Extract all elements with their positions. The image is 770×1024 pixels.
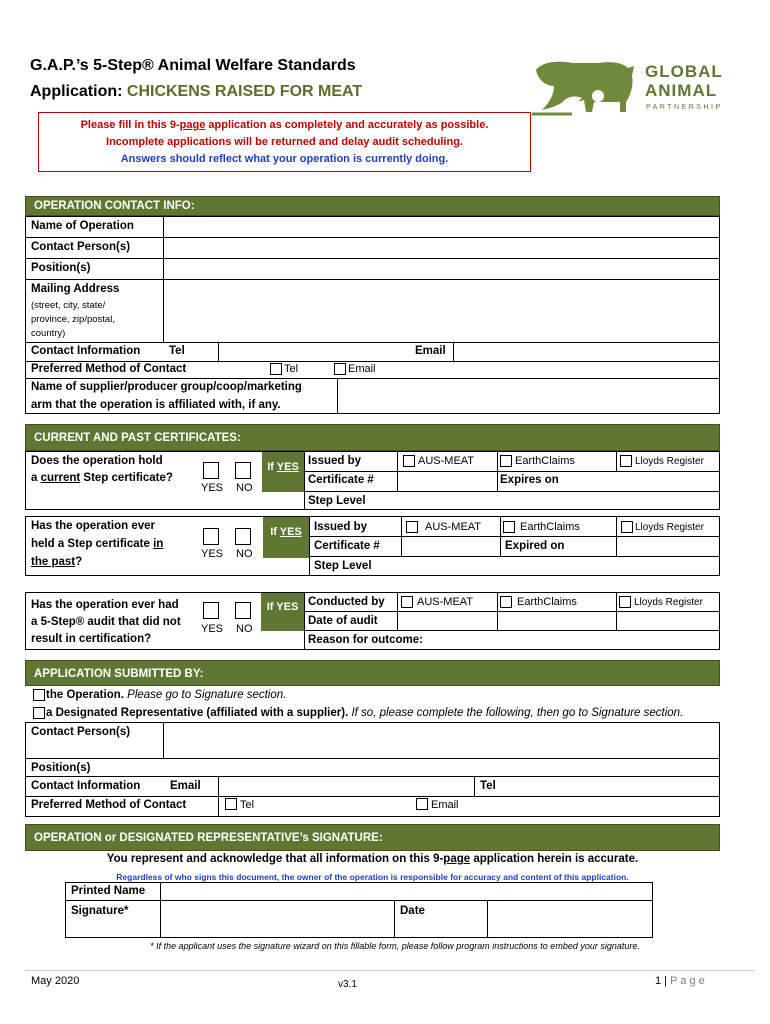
label-rep-email: Email — [170, 780, 201, 792]
label-supplier-line-1: Name of supplier/producer group/coop/marketing — [31, 381, 302, 393]
q1-step-level: Step Level — [308, 495, 366, 507]
q3-conducted-by: Conducted by — [308, 596, 385, 608]
q1-line-2: a current Step certificate? — [31, 472, 173, 484]
q3-line-1: Has the operation ever had — [31, 599, 179, 611]
q3-earthclaims-checkbox[interactable] — [500, 596, 512, 608]
q3-no-checkbox[interactable] — [235, 602, 251, 619]
footer-page: 1 | P a g e — [655, 975, 705, 987]
signature-input[interactable] — [161, 901, 394, 937]
preferred-tel-label: Tel — [284, 363, 299, 375]
q2-lloyds-checkbox[interactable] — [621, 521, 633, 533]
mailing-address-input[interactable] — [164, 280, 719, 342]
application-type: CHICKENS RAISED FOR MEAT — [126, 83, 363, 100]
contact-email-input[interactable] — [454, 343, 719, 361]
label-name-of-operation: Name of Operation — [31, 220, 134, 232]
contact-tel-input[interactable] — [219, 343, 414, 361]
q3-line-2: a 5-Step® audit that did not — [31, 616, 181, 628]
q1-yes-label: YES — [201, 482, 224, 494]
positions-input[interactable] — [164, 259, 719, 279]
q1-if-yes-tag: If YES — [262, 452, 304, 492]
footer-version: v3.1 — [338, 979, 357, 990]
label-rep-contact-persons: Contact Person(s) — [31, 726, 131, 738]
q3-yes-label: YES — [201, 623, 224, 635]
label-signature-date: Date — [400, 905, 425, 917]
label-email: Email — [415, 345, 446, 357]
application-title — [30, 83, 362, 101]
document-title: G.A.P.’s 5-Step® Animal Welfare Standards — [30, 57, 356, 74]
application-prefix: Application: — [30, 83, 127, 100]
preferred-email-checkbox[interactable] — [334, 363, 346, 375]
submitted-by-operation-checkbox[interactable] — [33, 689, 45, 701]
q1-expires-on: Expires on — [500, 474, 559, 486]
rep-contact-persons-input[interactable] — [164, 723, 719, 758]
q1-aus-meat-checkbox[interactable] — [403, 455, 415, 467]
rep-preferred-tel-label: Tel — [240, 799, 255, 811]
q2-line-3: the past? — [31, 556, 83, 568]
q3-aus-meat-checkbox[interactable] — [401, 596, 413, 608]
rep-preferred-email-label: Email — [431, 799, 459, 811]
q1-yes-checkbox[interactable] — [203, 462, 219, 479]
label-positions: Position(s) — [31, 262, 91, 274]
label-rep-tel: Tel — [480, 780, 496, 792]
label-supplier-line-2: arm that the operation is affiliated with, if any. — [31, 399, 281, 411]
q2-line-1: Has the operation ever — [31, 520, 155, 532]
logo-word-animal: ANIMAL — [645, 81, 718, 100]
label-rep-preferred-method: Preferred Method of Contact — [31, 799, 187, 811]
q1-lloyds-label: Lloyds Register — [635, 456, 704, 467]
q3-if-yes-tag: If YES — [261, 593, 304, 631]
acknowledgement-text: You represent and acknowledge that all information on this 9-page application herein is accurate. — [106, 853, 639, 865]
label-printed-name: Printed Name — [71, 885, 146, 897]
footer-date: May 2020 — [31, 975, 80, 987]
q2-earthclaims-checkbox[interactable] — [503, 521, 515, 533]
rep-preferred-email-checkbox[interactable] — [416, 798, 428, 810]
q3-reason-for-outcome: Reason for outcome: — [308, 634, 424, 646]
section-application-submitted: APPLICATION SUBMITTED BY: — [25, 660, 720, 686]
label-contact-information: Contact Information — [31, 345, 141, 357]
preferred-email-label: Email — [348, 363, 376, 375]
owner-responsibility-note: Regardless of who signs this document, the owner of the operation is responsible for accuracy and content of this application. — [116, 872, 629, 882]
mailing-hint-1: (street, city, state/ — [31, 300, 106, 311]
q2-yes-label: YES — [201, 548, 224, 560]
preferred-tel-checkbox[interactable] — [270, 363, 282, 375]
contact-persons-input[interactable] — [164, 238, 719, 258]
signature-date-input[interactable] — [488, 901, 652, 937]
q2-step-level: Step Level — [314, 560, 372, 572]
q2-earthclaims-label: EarthClaims — [520, 521, 580, 533]
q2-no-checkbox[interactable] — [235, 528, 251, 545]
notice-line-2: Incomplete applications will be returned and delay audit scheduling. — [106, 136, 463, 148]
q3-yes-checkbox[interactable] — [203, 602, 219, 619]
q3-aus-meat-label: AUS-MEAT — [417, 596, 474, 608]
rep-preferred-tel-checkbox[interactable] — [225, 798, 237, 810]
q2-line-2: held a Step certificate in — [31, 538, 164, 550]
q3-no-label: NO — [236, 623, 253, 635]
notice-line-3: Answers should reflect what your operation is currently doing. — [120, 153, 449, 165]
label-preferred-method: Preferred Method of Contact — [31, 363, 187, 375]
logo-word-global: GLOBAL — [645, 62, 723, 81]
label-mailing-address: Mailing Address — [31, 283, 120, 295]
q2-certificate-number: Certificate # — [314, 540, 380, 552]
q1-certificate-number: Certificate # — [308, 474, 374, 486]
q1-lloyds-checkbox[interactable] — [620, 455, 632, 467]
q3-earthclaims-label: EarthClaims — [517, 596, 577, 608]
q2-aus-meat-label: AUS-MEAT — [425, 521, 482, 533]
animals-logo-icon — [528, 56, 640, 118]
q1-issued-by: Issued by — [308, 455, 362, 467]
section-signature: OPERATION or DESIGNATED REPRESENTATIVE’s SIGNATURE: — [25, 824, 720, 851]
rep-email-input[interactable] — [219, 777, 473, 796]
section-certificates: CURRENT AND PAST CERTIFICATES: — [25, 424, 720, 451]
q3-lloyds-label: Lloyds Register — [634, 597, 703, 608]
q2-yes-checkbox[interactable] — [203, 528, 219, 545]
q2-no-label: NO — [236, 548, 253, 560]
logo-word-partnership: PARTNERSHIP — [646, 104, 723, 111]
label-signature: Signature* — [71, 905, 129, 917]
q2-lloyds-label: Lloyds Register — [635, 522, 704, 533]
q2-aus-meat-checkbox[interactable] — [406, 521, 418, 533]
q2-issued-by: Issued by — [314, 521, 368, 533]
q3-line-3: result in certification? — [31, 633, 152, 645]
label-rep-positions: Position(s) — [31, 762, 91, 774]
q1-no-label: NO — [236, 482, 253, 494]
rep-tel-input[interactable] — [508, 777, 719, 796]
name-of-operation-input[interactable] — [164, 217, 719, 237]
section-operation-contact: OPERATION CONTACT INFO: — [25, 196, 720, 216]
q1-earthclaims-checkbox[interactable] — [500, 455, 512, 467]
q3-lloyds-checkbox[interactable] — [619, 596, 631, 608]
q2-if-yes-tag: If YES — [263, 517, 309, 558]
q2-expired-on: Expired on — [505, 540, 565, 552]
submitted-by-operation-label: the Operation. Please go to Signature section. — [46, 689, 287, 701]
notice-box — [38, 112, 531, 172]
q1-earthclaims-label: EarthClaims — [515, 455, 575, 467]
label-rep-contact-information: Contact Information — [31, 780, 141, 792]
mailing-hint-3: country) — [31, 328, 66, 339]
mailing-hint-2: province, zip/postal, — [31, 314, 115, 325]
q1-aus-meat-label: AUS-MEAT — [418, 455, 475, 467]
label-tel: Tel — [169, 345, 185, 357]
notice-line-1: Please fill in this 9-page application as completely and accurately as possible. — [80, 119, 489, 131]
submitted-by-representative-label: a Designated Representative (affiliated with a supplier). If so, please complete the following, then go to Signature section. — [46, 707, 684, 719]
submitted-by-representative-checkbox[interactable] — [33, 707, 45, 719]
supplier-affiliation-input[interactable] — [338, 379, 719, 413]
q3-date-of-audit: Date of audit — [308, 615, 378, 627]
signature-footnote: * If the applicant uses the signature wizard on this fillable form, please follow program instructions to embed your signature. — [150, 941, 640, 951]
q1-no-checkbox[interactable] — [235, 462, 251, 479]
printed-name-input[interactable] — [161, 883, 652, 900]
q1-line-1: Does the operation hold — [31, 455, 163, 467]
global-animal-partnership-logo — [528, 56, 738, 118]
label-contact-persons: Contact Person(s) — [31, 241, 131, 253]
